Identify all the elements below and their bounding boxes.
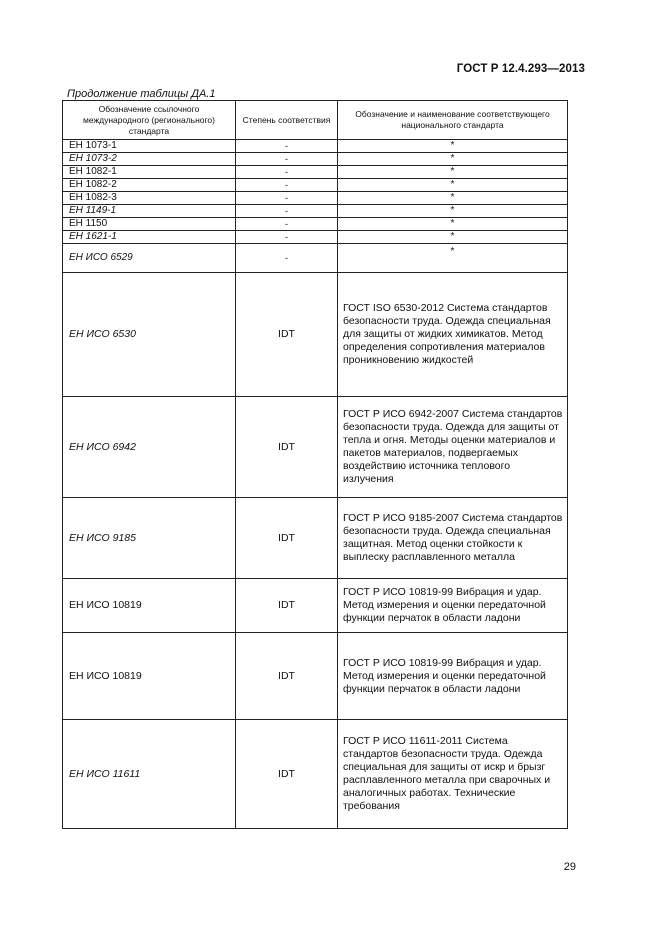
international-standard-cell: ЕН 1621-1 (63, 231, 236, 244)
table-row (63, 720, 568, 829)
table-row (63, 179, 568, 192)
degree-cell: - (236, 205, 338, 218)
table-row (63, 140, 568, 153)
national-standard-cell: ГОСТ ISO 6530-2012 Система стандартов безопасности труда. Одежда специальная для защиты от жидких химикатов. Метод определения сопротивления материалов проникновению жидкостей (338, 273, 568, 397)
table-row (63, 218, 568, 231)
correspondence-table (62, 100, 568, 829)
table-row (63, 579, 568, 633)
international-standard-cell: ЕН ИСО 6942 (63, 397, 236, 498)
national-standard-cell: * (338, 153, 568, 166)
international-standard-cell: ЕН ИСО 6530 (63, 273, 236, 397)
international-standard-cell: ЕН ИСО 10819 (63, 633, 236, 720)
degree-cell: - (236, 153, 338, 166)
national-standard-cell: ГОСТ Р ИСО 10819-99 Вибрация и удар. Метод измерения и оценки передаточной функции перчаток в области ладони (338, 633, 568, 720)
degree-cell: IDT (236, 720, 338, 829)
national-standard-cell: * (338, 140, 568, 153)
international-standard-cell: ЕН 1082-3 (63, 192, 236, 205)
document-code: ГОСТ Р 12.4.293—2013 (456, 63, 585, 75)
international-standard-cell: ЕН ИСО 9185 (63, 498, 236, 579)
table-row (63, 498, 568, 579)
column-header-national-standard: Обозначение и наименование соответствующего национального стандарта (338, 101, 568, 140)
degree-cell: IDT (236, 633, 338, 720)
national-standard-cell: ГОСТ Р ИСО 9185-2007 Система стандартов безопасности труда. Одежда специальная защитная. Метод оценки стойкости к выплеску расплавленного металла (338, 498, 568, 579)
table-row (63, 633, 568, 720)
international-standard-cell: ЕН 1150 (63, 218, 236, 231)
degree-cell: IDT (236, 579, 338, 633)
table-row (63, 153, 568, 166)
degree-cell: IDT (236, 498, 338, 579)
national-standard-cell: ГОСТ Р ИСО 11611-2011 Система стандартов безопасности труда. Одежда специальная для защиты от искр и брызг расплавленного металла при сварочных и аналогичных работах. Технические требования (338, 720, 568, 829)
table-row (63, 397, 568, 498)
degree-cell: - (236, 140, 338, 153)
page-number: 29 (563, 861, 576, 873)
table-row (63, 166, 568, 179)
degree-cell: - (236, 166, 338, 179)
table-header-row (63, 101, 568, 140)
degree-cell: - (236, 179, 338, 192)
international-standard-cell: ЕН ИСО 11611 (63, 720, 236, 829)
table-row (63, 244, 568, 273)
degree-cell: - (236, 192, 338, 205)
table-row (63, 273, 568, 397)
national-standard-cell: * (338, 166, 568, 179)
column-header-international-standard: Обозначение ссылочного международного (регионального) стандарта (63, 101, 236, 140)
international-standard-cell: ЕН 1082-2 (63, 179, 236, 192)
national-standard-cell: * (338, 205, 568, 218)
national-standard-cell: * (338, 244, 568, 273)
national-standard-cell: ГОСТ Р ИСО 6942-2007 Система стандартов безопасности труда. Одежда для защиты от тепла и огня. Методы оценки материалов и пакетов материалов, подвергаемых воздействию источника теплового излучения (338, 397, 568, 498)
national-standard-cell: * (338, 231, 568, 244)
international-standard-cell: ЕН 1082-1 (63, 166, 236, 179)
international-standard-cell: ЕН ИСО 10819 (63, 579, 236, 633)
international-standard-cell: ЕН 1073-1 (63, 140, 236, 153)
international-standard-cell: ЕН 1073-2 (63, 153, 236, 166)
table-caption: Продолжение таблицы ДА.1 (67, 88, 216, 100)
degree-cell: IDT (236, 273, 338, 397)
degree-cell: - (236, 244, 338, 273)
national-standard-cell: * (338, 218, 568, 231)
column-header-degree: Степень соответствия (236, 101, 338, 140)
degree-cell: IDT (236, 397, 338, 498)
table-row (63, 205, 568, 218)
national-standard-cell: * (338, 192, 568, 205)
table-row (63, 192, 568, 205)
international-standard-cell: ЕН ИСО 6529 (63, 244, 236, 273)
table-row (63, 231, 568, 244)
degree-cell: - (236, 218, 338, 231)
degree-cell: - (236, 231, 338, 244)
national-standard-cell: ГОСТ Р ИСО 10819-99 Вибрация и удар. Метод измерения и оценки передаточной функции перчаток в области ладони (338, 579, 568, 633)
national-standard-cell: * (338, 179, 568, 192)
international-standard-cell: ЕН 1149-1 (63, 205, 236, 218)
